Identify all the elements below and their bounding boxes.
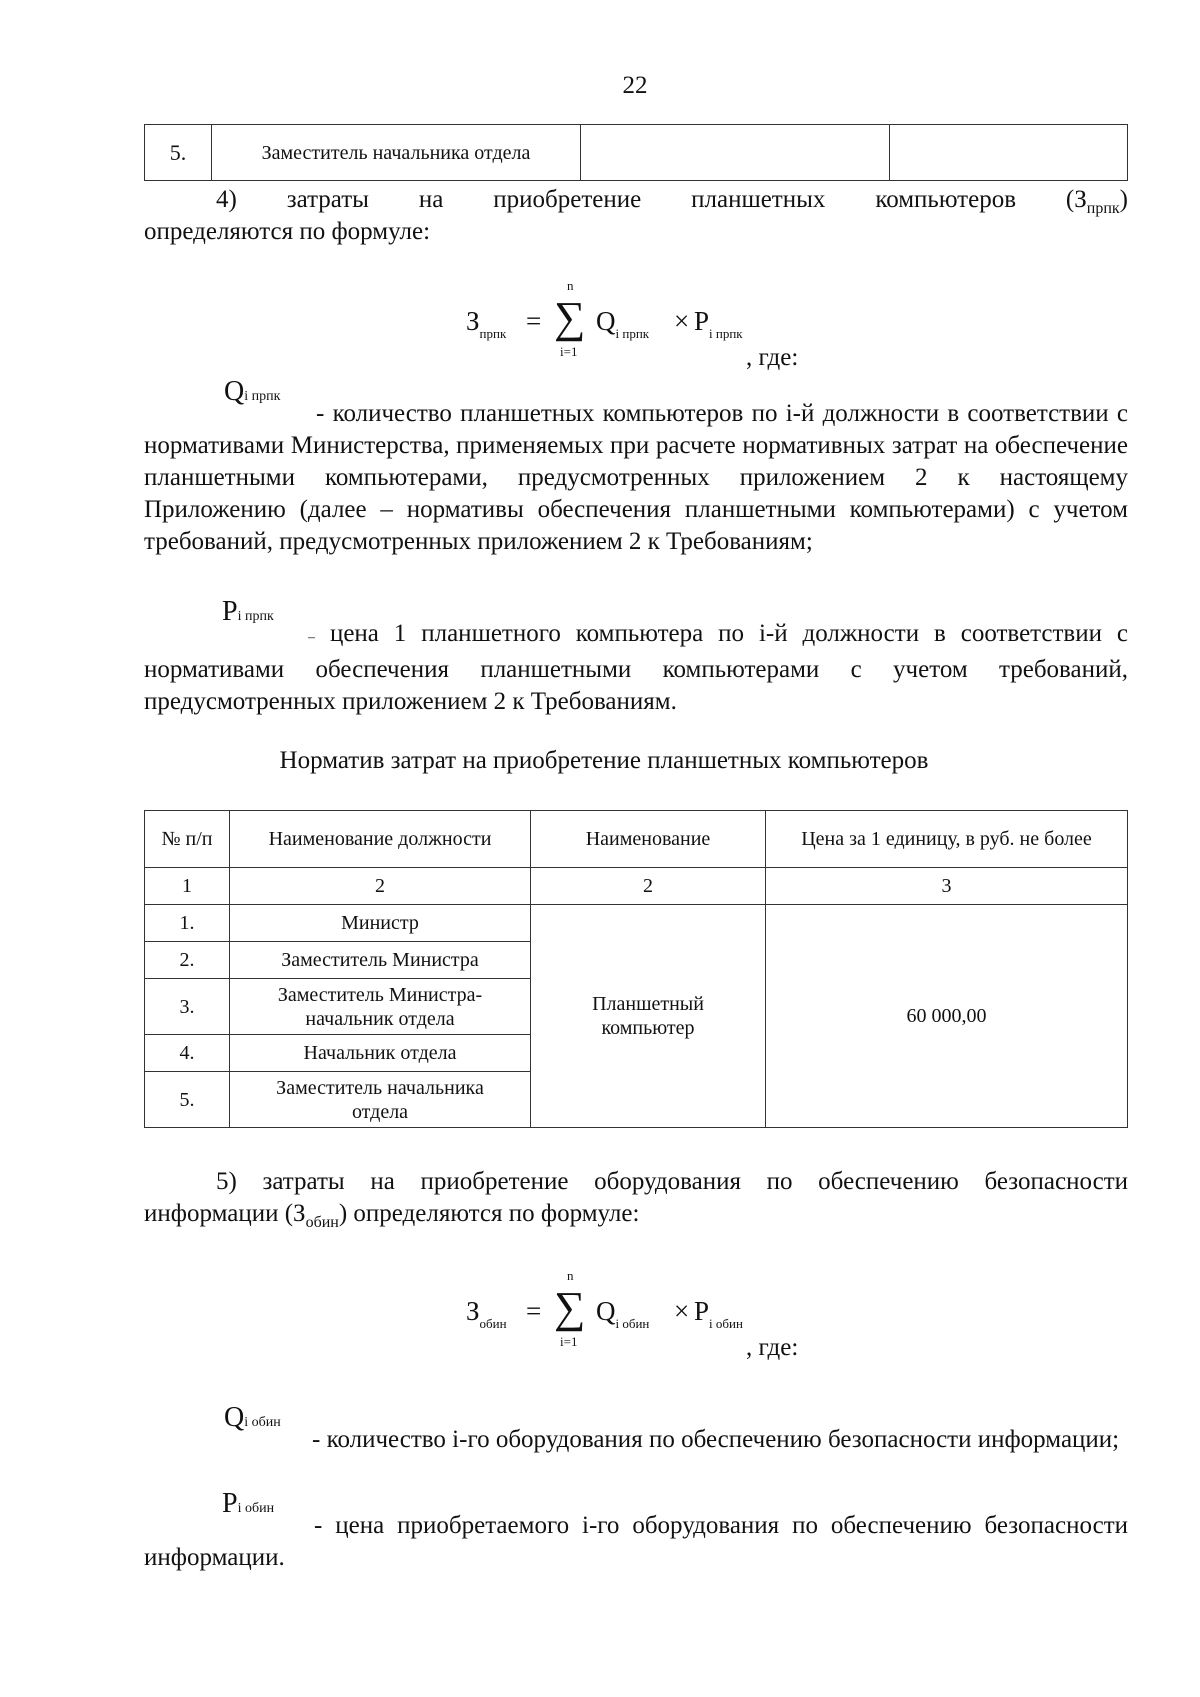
formula-lhs: $З_{обин}$: [466, 1296, 507, 1331]
table-row: [145, 125, 1128, 181]
empty-cell: [890, 125, 1128, 181]
table-row: [145, 905, 1128, 942]
formula-q: $Q_{i обин}$: [596, 1296, 650, 1331]
header-position: Наименование должности: [230, 811, 531, 868]
sum-lower: i=1: [560, 1334, 578, 1349]
sigma-icon: ∑: [554, 1283, 586, 1332]
formula-lhs: $З_{прпк}$: [466, 306, 507, 341]
section4-intro-line2: определяются по формуле:: [144, 218, 431, 245]
sigma-icon: ∑: [554, 293, 586, 342]
index-row: [145, 868, 1128, 905]
p-definition: – цена 1 планшетного компьютера по i-й должности в соответствии с нормативами обеспечения планшетными компьютерами с учетом требований, предусмотренных приложением 2 к Требованиям.: [144, 620, 1129, 715]
section5-intro-line2: информации $(З_{обин})$ определяются по формуле:: [144, 1200, 640, 1231]
empty-cell: [581, 125, 890, 181]
index-cell: 2: [531, 868, 766, 905]
page-number: 22: [622, 72, 648, 99]
formula-p: $P_{i обин}$: [694, 1296, 743, 1331]
top-table: [144, 124, 1128, 181]
header-price: Цена за 1 единицу, в руб. не более: [766, 811, 1128, 868]
price-cell: 60 000,00: [766, 905, 1128, 1128]
header-name: Наименование: [531, 811, 766, 868]
formula-where: , где:: [746, 344, 799, 371]
row-number: 4.: [145, 1035, 230, 1072]
row-number: 2.: [145, 942, 230, 979]
row-number: 5.: [145, 125, 212, 181]
p-symbol: Pi прпк: [222, 596, 274, 627]
q-definition: - количество планшетных компьютеров по i-й должности в соответствии с нормативами Министерства, применяемых при расчете нормативных затрат на обеспечение планшетными компьютерами, предусмотренных приложением 2 к настоящему Приложению (далее – нормативы обеспечения планшетными компьютерами) с учетом требований, предусмотренных приложением 2 к Требованиям;: [144, 400, 1128, 555]
table-caption: Норматив затрат на приобретение планшетных компьютеров: [279, 747, 929, 774]
q-definition: - количество i-го оборудования по обеспечению безопасности информации;: [312, 1426, 1120, 1453]
position-cell: Заместитель начальника отдела: [212, 125, 581, 181]
row-number: 5.: [145, 1072, 230, 1128]
sum-upper: n: [567, 1268, 574, 1283]
p-definition: - цена приобретаемого i-го оборудования по обеспечению безопасности информации.: [144, 1512, 1128, 1571]
index-cell: 1: [145, 868, 230, 905]
formula-times: ×: [674, 1296, 690, 1326]
norm-table: [144, 810, 1128, 1128]
position-cell: Министр: [230, 905, 531, 942]
row-number: 3.: [145, 979, 230, 1035]
formula-where: , где:: [746, 1334, 799, 1361]
position-cell: Заместитель начальника отдела: [230, 1072, 531, 1128]
index-cell: 2: [230, 868, 531, 905]
formula-p: $P_{i прпк}$: [694, 306, 743, 341]
q-symbol: Qi обин: [224, 1402, 281, 1433]
header-row: [145, 811, 1128, 868]
formula-eq: =: [526, 1296, 542, 1326]
position-cell: Заместитель Министра: [230, 942, 531, 979]
formula-q: $Q_{i прпк}$: [596, 306, 650, 341]
formula-eq: =: [526, 306, 542, 336]
q-symbol: Qi прпк: [224, 376, 281, 407]
section5-intro: 5) затраты на приобретение оборудования по обеспечению безопасности: [216, 1168, 1128, 1195]
position-cell: Заместитель Министра-начальник отдела: [230, 979, 531, 1035]
item-name-cell: Планшетный компьютер: [531, 905, 766, 1128]
sum-lower: i=1: [560, 344, 578, 359]
index-cell: 3: [766, 868, 1128, 905]
row-number: 1.: [145, 905, 230, 942]
formula-times: ×: [674, 306, 690, 336]
section4-intro: 4) затраты на приобретение планшетных компьютеров $(З_{прпк})$: [216, 186, 1128, 217]
sum-upper: n: [567, 278, 574, 293]
p-symbol: Pi обин: [222, 1488, 275, 1519]
position-cell: Начальник отдела: [230, 1035, 531, 1072]
header-num: № п/п: [145, 811, 230, 868]
